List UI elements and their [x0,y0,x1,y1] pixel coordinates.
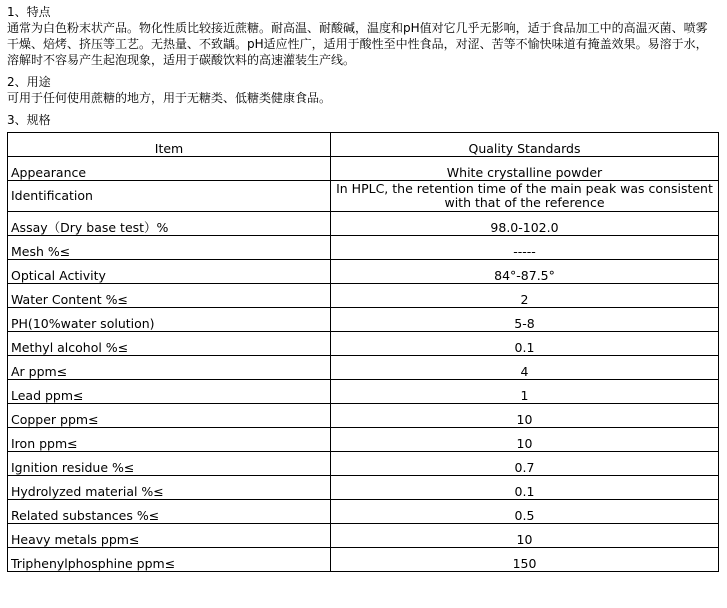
table-row [8,452,719,476]
row-item: Optical Activity [8,260,331,284]
row-standard: White crystalline powder [331,157,719,181]
header-standard: Quality Standards [331,133,719,157]
row-item: Triphenylphosphine ppm≤ [8,548,331,572]
row-standard: 0.1 [331,332,719,356]
section-1-heading: 1、特点 [7,5,51,19]
section-3-heading: 3、规格 [7,113,51,127]
row-item: Appearance [8,157,331,181]
table-row [8,356,719,380]
table-row [8,308,719,332]
table-row [8,548,719,572]
row-item: Ignition residue %≤ [8,452,331,476]
table-row [8,500,719,524]
row-item: Heavy metals ppm≤ [8,524,331,548]
row-item: Assay（Dry base test）% [8,212,331,236]
row-standard: 10 [331,428,719,452]
table-row [8,157,719,181]
row-standard: 1 [331,380,719,404]
row-item: Related substances %≤ [8,500,331,524]
table-row [8,380,719,404]
table-row [8,524,719,548]
table-row [8,181,719,212]
table-row [8,428,719,452]
table-row [8,260,719,284]
row-item: Ar ppm≤ [8,356,331,380]
row-item: PH(10%water solution) [8,308,331,332]
table-row [8,212,719,236]
row-standard: ----- [331,236,719,260]
table-row [8,404,719,428]
row-standard: 0.5 [331,500,719,524]
table-row [8,236,719,260]
header-item: Item [8,133,331,157]
row-standard: 84°-87.5° [331,260,719,284]
row-item: Hydrolyzed material %≤ [8,476,331,500]
row-item: Mesh %≤ [8,236,331,260]
spec-table-header-row [8,133,719,157]
row-standard: 0.7 [331,452,719,476]
row-standard: 98.0-102.0 [331,212,719,236]
row-standard: 10 [331,524,719,548]
table-row [8,284,719,308]
row-standard: In HPLC, the retention time of the main peak was consistent with that of the reference [331,181,719,212]
spec-table [7,132,719,572]
row-item: Identification [8,181,331,212]
row-standard: 5-8 [331,308,719,332]
row-standard: 150 [331,548,719,572]
row-item: Lead ppm≤ [8,380,331,404]
row-item: Copper ppm≤ [8,404,331,428]
table-row [8,332,719,356]
row-standard: 2 [331,284,719,308]
section-2-heading: 2、用途 [7,75,51,89]
row-standard: 10 [331,404,719,428]
row-item: Iron ppm≤ [8,428,331,452]
section-1-text: 通常为白色粉末状产品。物化性质比较接近蔗糖。耐高温、耐酸碱，温度和pH值对它几乎无影响，适于食品加工中的高温灭菌、喷雾干燥、焙烤、挤压等工艺。无热量、不致龋。pH适应性广，适用于酸性至中性食品，对涩、苦等不愉快味道有掩盖效果。易溶于水，溶解时不容易产生起泡现象，适用于碳酸饮料的高速灌装生产线。 [7,21,708,67]
row-item: Methyl alcohol %≤ [8,332,331,356]
table-row [8,476,719,500]
row-standard: 0.1 [331,476,719,500]
row-standard: 4 [331,356,719,380]
row-item: Water Content %≤ [8,284,331,308]
section-2-text: 可用于任何使用蔗糖的地方，用于无糖类、低糖类健康食品。 [7,91,332,105]
